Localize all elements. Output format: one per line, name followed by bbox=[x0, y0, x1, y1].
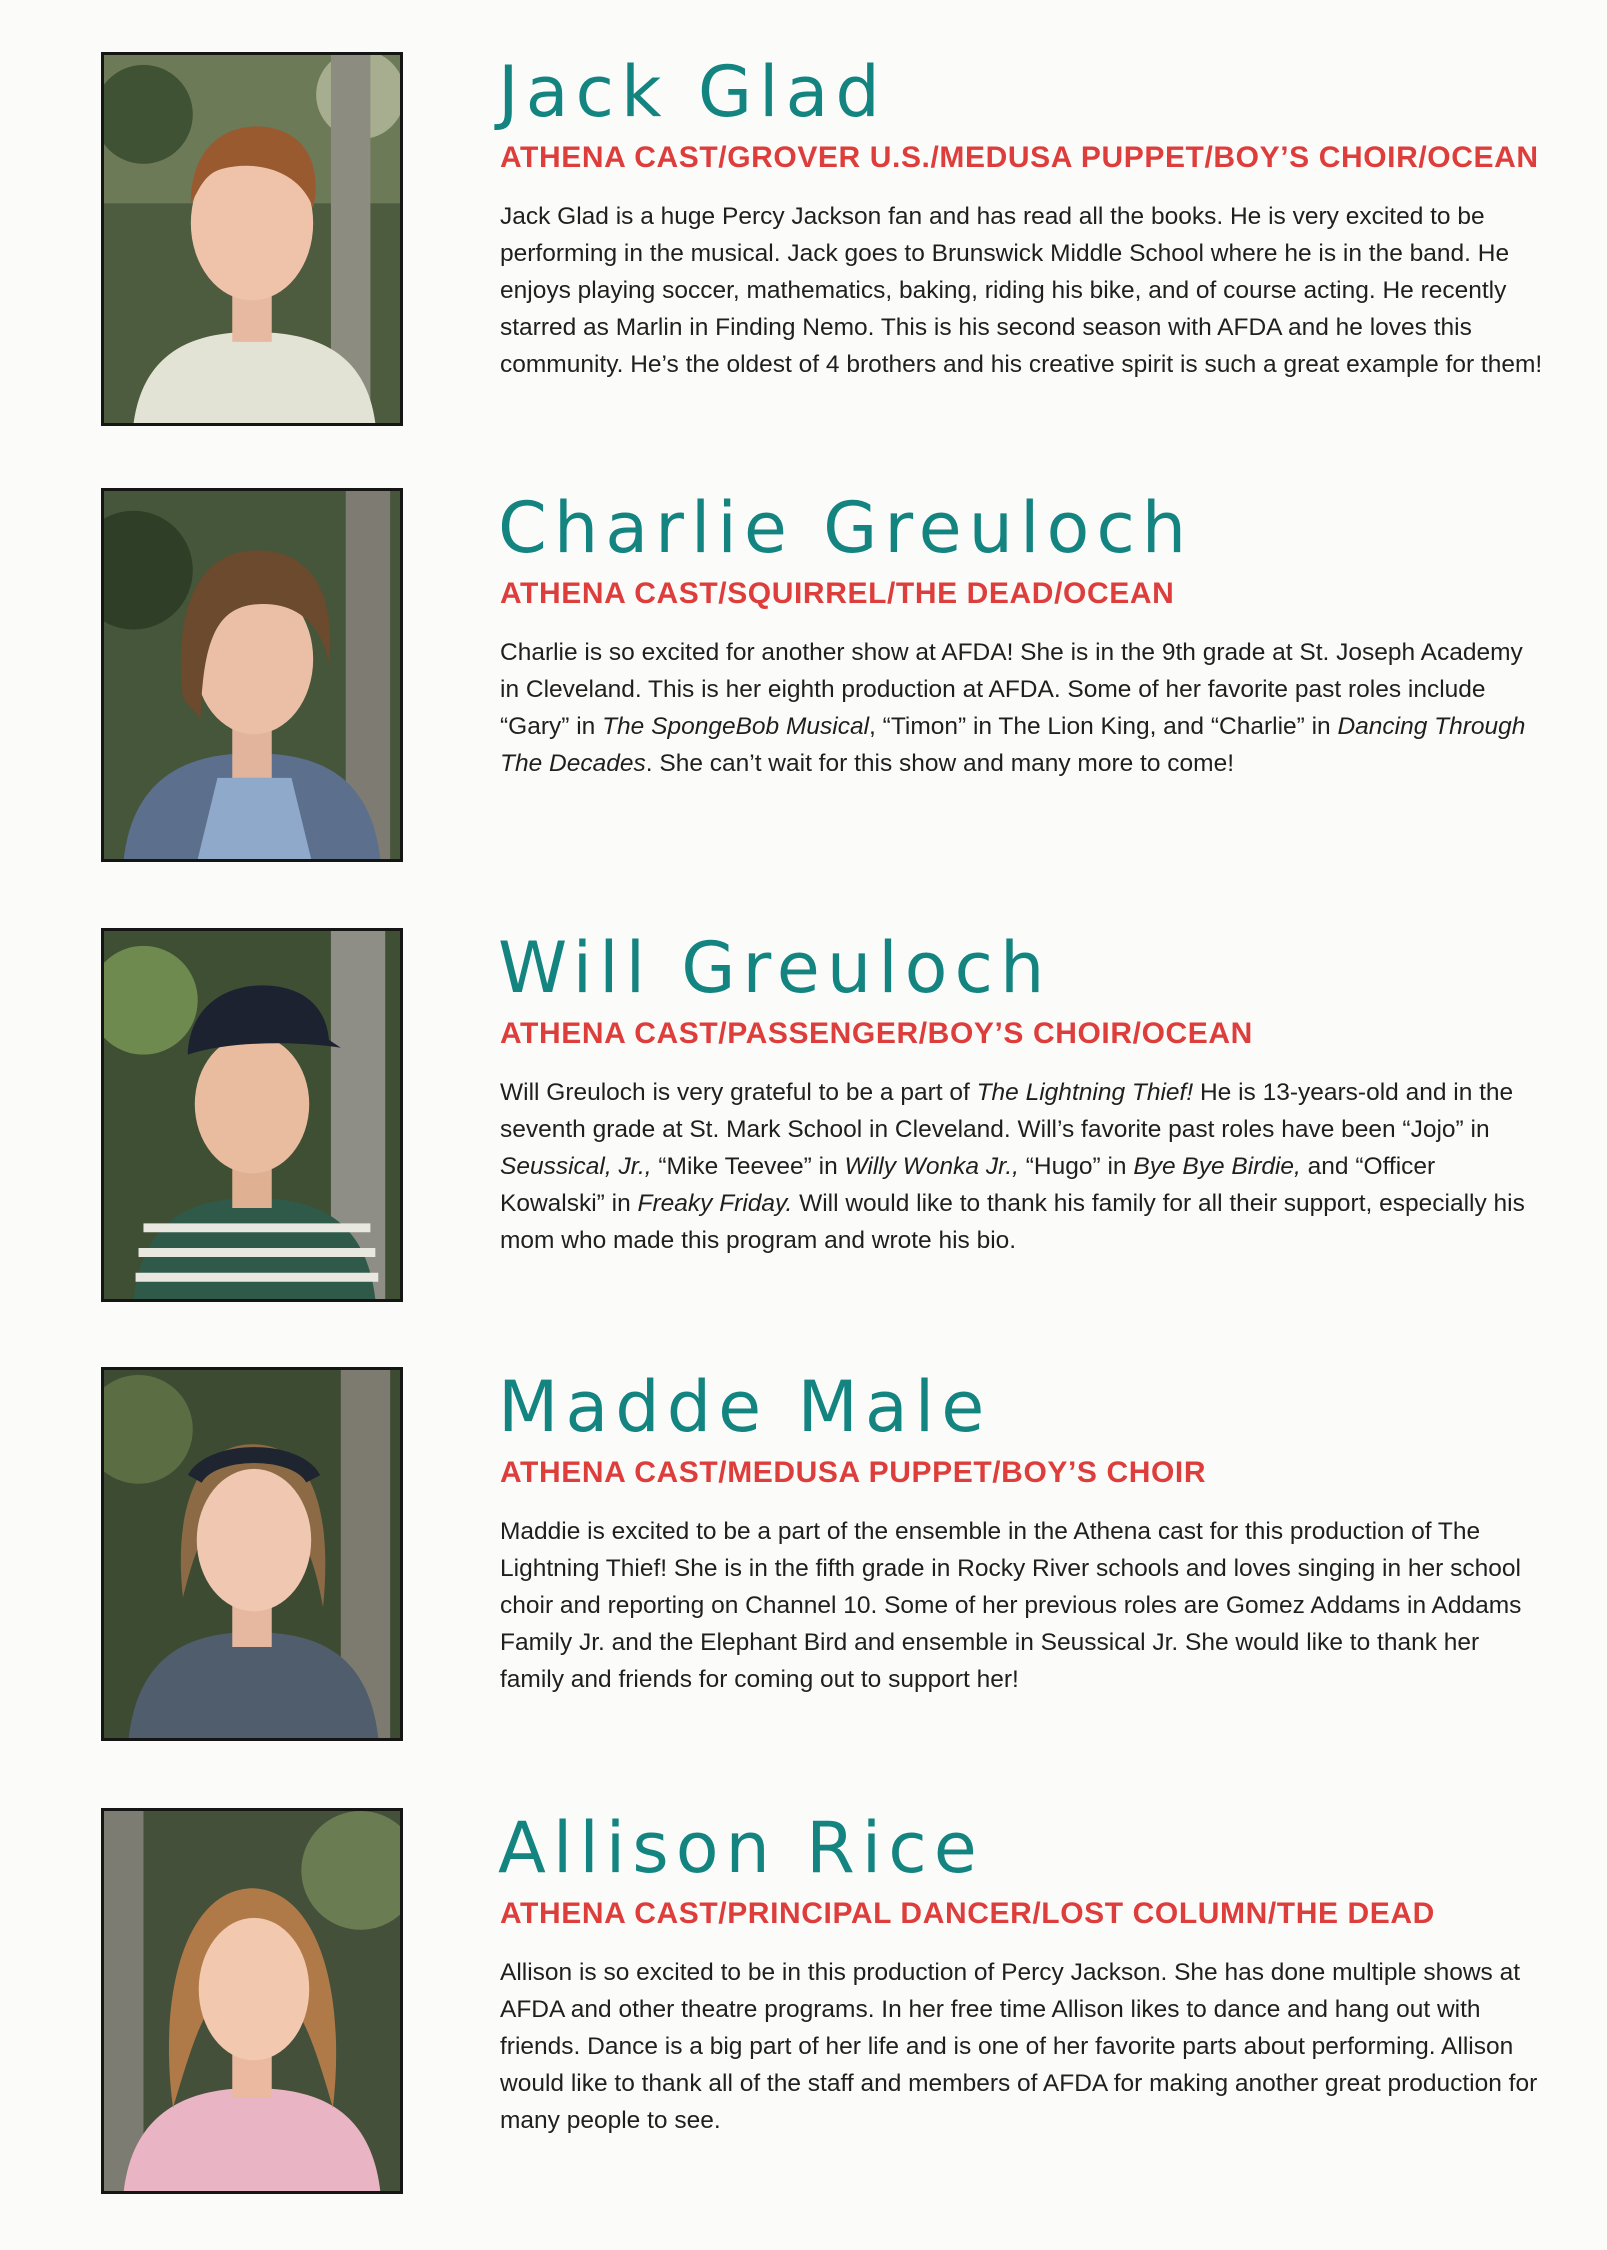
bio-text: “Hugo” in bbox=[1018, 1153, 1134, 1180]
cast-roles: ATHENA CAST/MEDUSA PUPPET/BOY’S CHOIR bbox=[500, 1456, 1207, 1489]
headshot-photo bbox=[101, 1808, 403, 2194]
bio-text: . She can’t wait for this show and many more to come! bbox=[645, 750, 1234, 777]
cast-roles: ATHENA CAST/PASSENGER/BOY’S CHOIR/OCEAN bbox=[500, 1017, 1253, 1050]
bio-title-text: Seussical, Jr., bbox=[500, 1153, 652, 1180]
headshot-photo bbox=[101, 928, 403, 1302]
cast-bio bbox=[500, 198, 1545, 383]
headshot-photo bbox=[101, 52, 403, 426]
bio-text: He is 13-years-old and in the seventh grade at St. Mark School in Cleveland. Will’s favorite past roles have been “Jojo” in bbox=[500, 1079, 1514, 1143]
cast-entry-charlie-greuloch bbox=[0, 488, 1607, 868]
bio-title-text: Dancing Through The Decades bbox=[500, 713, 1526, 777]
bio-title-text: The Lightning Thief! bbox=[976, 1079, 1194, 1106]
cast-member-name: Allison Rice bbox=[498, 1807, 984, 1889]
cast-roles: ATHENA CAST/SQUIRREL/THE DEAD/OCEAN bbox=[500, 577, 1175, 610]
bio-title-text: Bye Bye Birdie, bbox=[1133, 1153, 1301, 1180]
cast-roles: ATHENA CAST/GROVER U.S./MEDUSA PUPPET/BOY’S CHOIR/OCEAN bbox=[500, 141, 1539, 174]
bio-text: “Mike Teevee” in bbox=[651, 1153, 845, 1180]
bio-title-text: Freaky Friday. bbox=[637, 1190, 793, 1217]
bio-text: Allison is so excited to be in this production of Percy Jackson. She has done multiple shows at AFDA and other theatre programs. In her free time Allison likes to dance and hang out with friends. Dance is a big part of her life and is one of her favorite parts about performing. Allison would like to thank all of the staff and members of AFDA for making another great production for many people to see. bbox=[500, 1959, 1538, 2134]
cast-member-name: Jack Glad bbox=[498, 51, 887, 133]
headshot-photo bbox=[101, 1367, 403, 1741]
cast-bio bbox=[500, 634, 1545, 782]
bio-text: , “Timon” in The Lion King, and “Charlie” in bbox=[869, 713, 1338, 740]
bio-text: Charlie is so excited for another show at AFDA! She is in the 9th grade at St. Joseph Academy in Cleveland. This is her eighth production at AFDA. Some of her favorite past roles include “Gary” in bbox=[500, 639, 1523, 740]
cast-entry-will-greuloch bbox=[0, 928, 1607, 1308]
cast-member-name: Will Greuloch bbox=[498, 927, 1052, 1009]
cast-roles: ATHENA CAST/PRINCIPAL DANCER/LOST COLUMN/THE DEAD bbox=[500, 1897, 1435, 1930]
bio-title-text: The SpongeBob Musical bbox=[602, 713, 870, 740]
cast-bio bbox=[500, 1954, 1545, 2139]
headshot-photo bbox=[101, 488, 403, 862]
cast-member-name: Charlie Greuloch bbox=[498, 487, 1194, 569]
cast-entry-jack-glad bbox=[0, 52, 1607, 432]
cast-entry-madde-male bbox=[0, 1367, 1607, 1747]
bio-title-text: Willy Wonka Jr., bbox=[844, 1153, 1019, 1180]
bio-text: Will would like to thank his family for all their support, especially his mom who made this program and wrote his bio. bbox=[500, 1190, 1525, 1254]
bio-text: Will Greuloch is very grateful to be a part of bbox=[500, 1079, 977, 1106]
cast-bio bbox=[500, 1074, 1545, 1259]
cast-bio bbox=[500, 1513, 1545, 1698]
bio-text: Maddie is excited to be a part of the ensemble in the Athena cast for this production of The Lightning Thief! She is in the fifth grade in Rocky River schools and loves singing in her school choir and reporting on Channel 10. Some of her previous roles are Gomez Addams in Addams Family Jr. and the Elephant Bird and ensemble in Seussical Jr. She would like to thank her family and friends for coming out to support her! bbox=[500, 1518, 1522, 1693]
cast-entry-allison-rice bbox=[0, 1808, 1607, 2196]
cast-member-name: Madde Male bbox=[498, 1366, 992, 1448]
bio-text: Jack Glad is a huge Percy Jackson fan and has read all the books. He is very excited to be performing in the musical. Jack goes to Brunswick Middle School where he is in the band. He enjoys playing soccer, mathematics, baking, riding his bike, and of course acting. He recently starred as Marlin in Finding Nemo. This is his second season with AFDA and he loves this community. He’s the oldest of 4 brothers and his creative spirit is such a great example for them! bbox=[500, 203, 1543, 378]
bio-text: and “Officer Kowalski” in bbox=[500, 1153, 1436, 1217]
